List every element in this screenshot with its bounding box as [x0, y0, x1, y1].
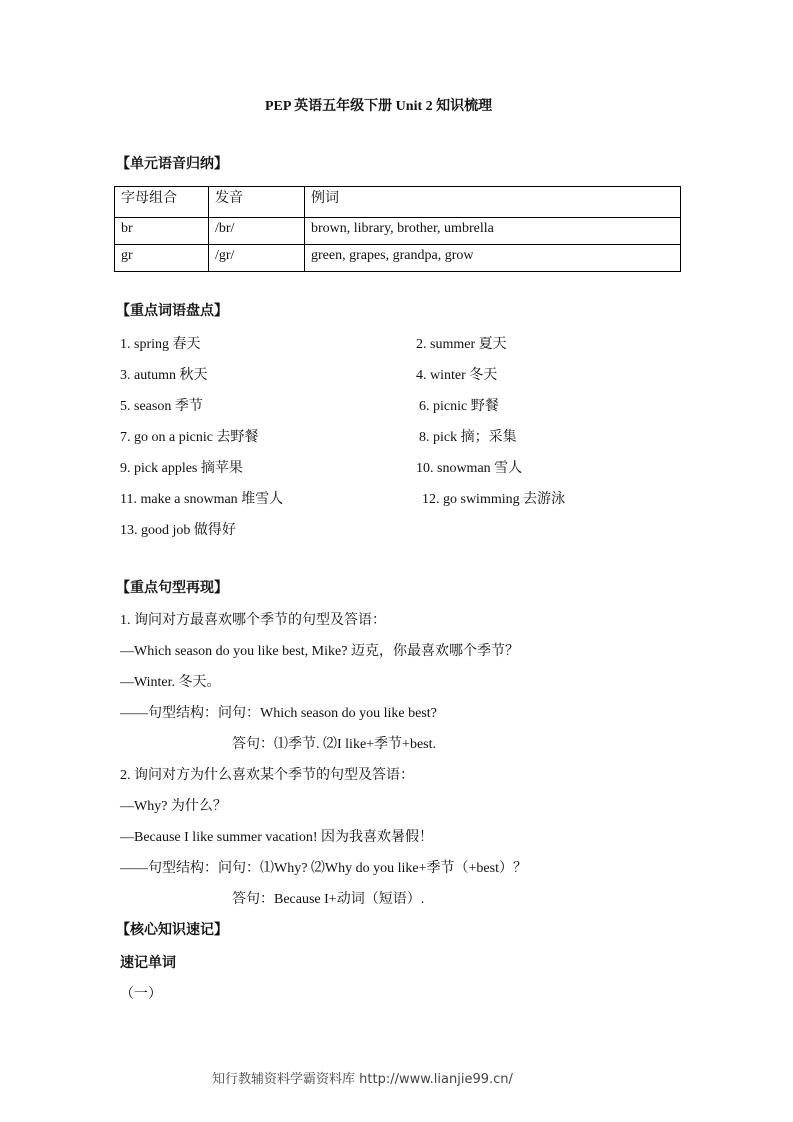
- vocab-item: 2. summer 夏天: [416, 337, 507, 352]
- document-title: PEP 英语五年级下册 Unit 2 知识梳理: [265, 99, 493, 114]
- vocab-item: 13. good job 做得好: [120, 523, 236, 538]
- sentence-line: —Which season do you like best, Mike? 迈克，你最喜欢哪个季节？: [120, 644, 519, 659]
- sentences-heading: 【重点句型再现】: [116, 581, 228, 596]
- core-item: （一）: [120, 987, 162, 1002]
- vocab-item: 8. pick 摘；采集: [419, 430, 517, 445]
- table-header-cell: 发音: [209, 187, 305, 218]
- vocab-item: 7. go on a picnic 去野餐: [120, 430, 259, 445]
- table-cell: green, grapes, grandpa, grow: [305, 245, 681, 272]
- table-header-row: [115, 187, 681, 218]
- sentence-line: 1. 询问对方最喜欢哪个季节的句型及答语：: [120, 613, 386, 628]
- table-cell: /gr/: [209, 245, 305, 272]
- sentence-line: ——句型结构：问句：⑴Why? ⑵Why do you like+季节（+best）？: [120, 861, 527, 876]
- vocab-item: 5. season 季节: [120, 399, 203, 414]
- sentence-line: ——句型结构：问句：Which season do you like best?: [120, 706, 437, 721]
- vocab-heading: 【重点词语盘点】: [116, 304, 228, 319]
- table-cell: brown, library, brother, umbrella: [305, 218, 681, 245]
- vocab-item: 11. make a snowman 堆雪人: [120, 492, 284, 507]
- vocab-item: 12. go swimming 去游泳: [422, 492, 566, 507]
- table-cell: /br/: [209, 218, 305, 245]
- table-header-cell: 例词: [305, 187, 681, 218]
- vocab-item: 9. pick apples 摘苹果: [120, 461, 243, 476]
- vocab-item: 10. snowman 雪人: [416, 461, 523, 476]
- core-sub-heading: 速记单词: [120, 956, 176, 971]
- page-footer: 知行教辅资料学霸资料库 http://www.lianjie99.cn/: [212, 1072, 513, 1087]
- vocab-item: 3. autumn 秋天: [120, 368, 208, 383]
- core-heading: 【核心知识速记】: [116, 923, 228, 938]
- sentence-line: 答句：Because I+动词（短语）.: [232, 892, 425, 907]
- sentence-line: 2. 询问对方为什么喜欢某个季节的句型及答语：: [120, 768, 414, 783]
- phonics-heading: 【单元语音归纳】: [116, 157, 228, 172]
- sentence-line: —Winter. 冬天。: [120, 675, 221, 690]
- table-row: [115, 218, 681, 245]
- vocab-item: 4. winter 冬天: [416, 368, 498, 383]
- vocab-item: 6. picnic 野餐: [419, 399, 499, 414]
- table-cell: br: [115, 218, 209, 245]
- sentence-line: 答句：⑴季节. ⑵I like+季节+best.: [232, 737, 436, 752]
- table-row: [115, 245, 681, 272]
- sentence-line: —Because I like summer vacation! 因为我喜欢暑假！: [120, 830, 433, 845]
- sentence-line: —Why? 为什么？: [120, 799, 227, 814]
- vocab-item: 1. spring 春天: [120, 337, 201, 352]
- table-header-cell: 字母组合: [115, 187, 209, 218]
- phonics-table: [114, 186, 681, 272]
- table-cell: gr: [115, 245, 209, 272]
